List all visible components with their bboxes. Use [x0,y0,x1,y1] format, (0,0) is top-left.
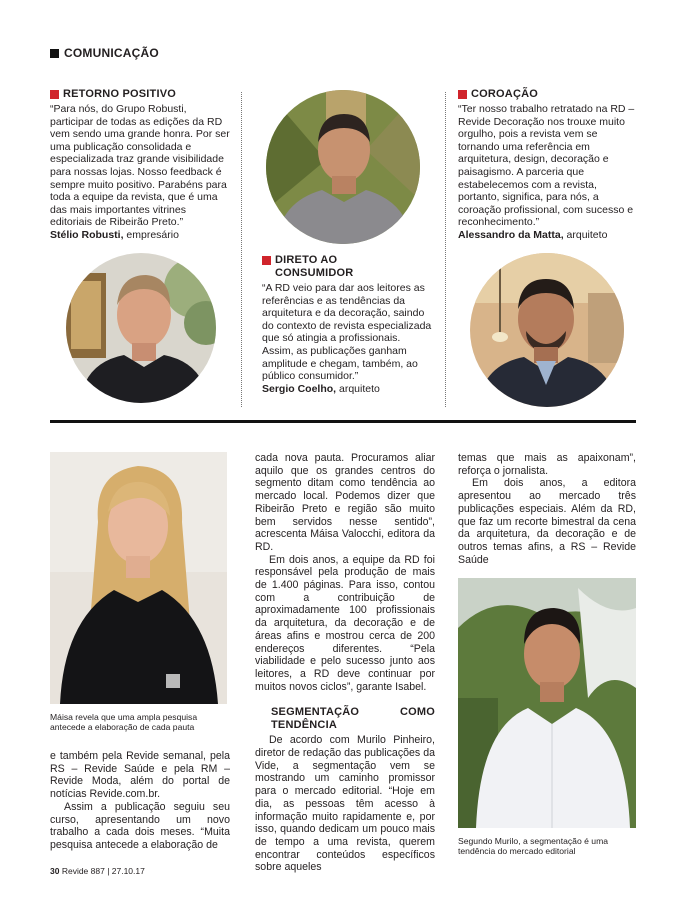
publication-info: Revide 887 | 27.10.17 [59,866,145,876]
article-paragraph: cada nova pauta. Procuramos aliar aquilo que os grandes centros do segmento ditam como tendência ao mercado local. Podemos dizer que Ribeirão Preto e região são muito bem servidos nesse sentido”, acrescenta Máisa Valocchi, editora da RD. [255,452,435,553]
photo-maisa-valocchi [50,452,227,704]
section-divider [50,420,636,423]
article-paragraph: Assim a publicação seguiu seu curso, apresentando um novo trabalho a cada dois meses. “Muita pesquisa antecede a elaboração de [50,800,230,851]
photo-murilo-pinheiro [458,578,636,828]
caption-maisa: Máisa revela que uma ampla pesquisa antecede a elaboração de cada pauta [50,712,198,733]
quote-author: Sergio Coelho, arquiteto [262,382,380,395]
section-header [50,46,159,60]
red-square-icon [50,90,59,99]
quote-text: “Ter nosso trabalho retratado na RD – Revide Decoração nos trouxe muito orgulho, pois a revista vem se tornando uma referência em arquitetura, design, decoração e paisagismo. A parceria que estabelecemos com a revista, portanto, significa, para nós, a coroação profissional, com sucesso e reconhecimento.” [458,103,635,229]
quote-coroacao [458,88,638,242]
portrait-sergio-coelho [266,90,420,244]
quote-heading: COROAÇÃO [458,88,638,101]
quote-text: “Para nós, do Grupo Robusti, participar de todas as edições da RD vem sendo uma grande honra. Por ser uma publicação consolidada e especializada traz grande visibilidade para nossas lojas. Nosso feedback é sempre muito positivo. Parabéns para toda a equipe da revista, que é uma das mais importantes vitrines editoriais de Ribeirão Preto.” [50,103,230,229]
quote-author: Stélio Robusti, empresário [50,228,179,241]
page-footer [50,866,145,876]
quote-direto-ao-consumidor [262,254,432,395]
portrait-stelio-robusti [66,253,216,403]
subheading-segmentacao: SEGMENTAÇÃO COMO TENDÊNCIA [271,706,435,732]
column-divider [241,92,242,407]
quote-heading: DIRETO AO CONSUMIDOR [262,254,432,280]
red-square-icon [458,90,467,99]
section-title: COMUNICAÇÃO [64,46,159,60]
quote-retorno-positivo [50,88,230,242]
article-paragraph: Em dois anos, a equipe da RD foi responsável pela produção de mais de 1.400 páginas. Para isso, contou com a contribuição de aproximadamente 100 profissionais da arquitetura, da decoração e de áreas afins e mostrou cerca de 200 endereços diferentes. “Pela viabilidade e pelo sucesso junto aos leitores, a RD deve continuar por muitos novos ciclos”, garante Isabel. [255,553,435,693]
quote-heading: RETORNO POSITIVO [50,88,230,101]
caption-murilo: Segundo Murilo, a segmentação é uma tendência do mercado editorial [458,836,609,857]
quote-text: “A RD veio para dar aos leitores as referências e as tendências da arquitetura e da decoração, saindo do contexto de revista especializada que só atingia a profissionais. Assim, as publicações ganham amplitude e chegam, também, ao público consumidor.” [262,282,432,383]
red-square-icon [262,256,271,265]
article-column-2 [255,452,435,874]
article-column-3 [458,452,636,566]
column-divider [445,92,446,407]
portrait-alessandro-da-matta [470,253,624,407]
article-paragraph: De acordo com Murilo Pinheiro, diretor de redação das publicações da Vide, a segmentação vem se mostrando um caminho promissor para o mercado editorial. “Hoje em dia, as pessoas têm acesso à informação muito rapidamente e, por isso, quando dedicam um pouco mais de tempo a uma revista, querem encontrar conteúdos específicos sobre aqueles [255,734,435,874]
article-paragraph: e também pela Revide semanal, pela RS – Revide Saúde e pela RM – Revide Moda, além do portal de notícias Revide.com.br. [50,750,230,801]
section-square-icon [50,49,59,58]
article-paragraph: Em dois anos, a editora apresentou ao mercado três publicações especiais. Além da RD, que faz um recorte bimestral da cena da arquitetura, da decoração e de outros temas afins, a RS – Revide Saúde [458,477,636,566]
quote-author: Alessandro da Matta, arquiteto [458,228,608,241]
article-column-1 [50,750,230,852]
page-number: 30 [50,866,60,876]
article-paragraph: temas que mais as apaixonam”, reforça o jornalista. [458,452,636,477]
